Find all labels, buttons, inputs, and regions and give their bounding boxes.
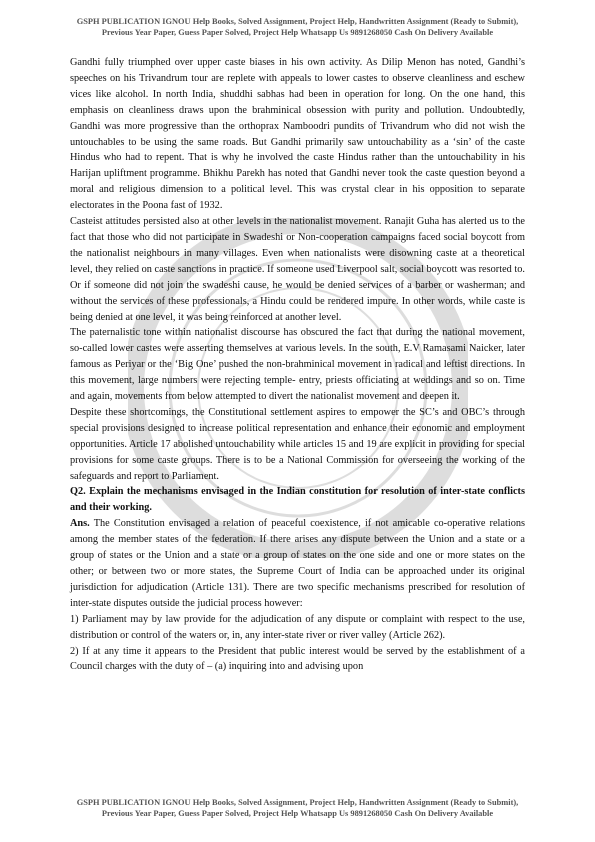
paragraph-gandhi: Gandhi fully triumphed over upper caste biases in his own activity. As Dilip Menon has noted, Gandhi’s speeches on his Trivandrum tour are replete with appeals to lower castes to observe cleanliness and eschew vices like alcohol. In north India, shuddhi sabhas had been in operation for long. On the one hand, this emphasis on cleanliness draws upon the brahminical obsession with purity and pollution. Undoubtedly, Gandhi was more progressive than the orthoprax Namboodri pundits of Trivandrum who did not wish the untouchables to be using the same roads. But Gandhi primarily saw untouchability as a ‘sin’ of the caste Hindus who had to repent. That is why he involved the caste Hindus rather than the untouchability in his Harijan upliftment programme. Bhikhu Parekh has noted that Gandhi never took the caste question beyond a moral and religious dimension to a political level. This was crystal clear in his opposition to separate electorates in the Poona fast of 1932. — [70, 57, 525, 212]
paragraph-paternalistic-tone: The paternalistic tone within nationalist discourse has obscured the fact that during the national movement, so-called lower castes were asserting themselves at various levels. In the south, E.V Ramasami Naicker, later famous as Periyar or the ‘Big One’ pushed the non-brahminical movement in radical and leftist directions. In this movement, large numbers were rejecting temple- entry, priests officiating at weddings and so on. Time and again, movements from below attempted to divert the nationalist movement and deepen it. — [70, 327, 525, 403]
page-footer: GSPH PUBLICATION IGNOU Help Books, Solved Assignment, Project Help, Handwritten Assignment (Ready to Submit), Previous Year Paper, Guess Paper Solved, Project Help Whatsapp Us 9891268050 Cash On Delivery Available — [76, 798, 519, 818]
page-header: GSPH PUBLICATION IGNOU Help Books, Solved Assignment, Project Help, Handwritten Assignment (Ready to Submit), Previous Year Paper, Guess Paper Solved, Project Help Whatsapp Us 9891268050 Cash On Delivery Available — [76, 17, 519, 37]
answer-paragraph — [70, 516, 525, 611]
answer-text: The Constitution envisaged a relation of peaceful coexistence, if not amicable co-operative relations among the member states of the federation. If there arises any dispute between the Union and a state or a group of states or the Union and a state or a group of states on the one side and one or more states on the other; or between two or more states, the Supreme Court of India can be approached under its original jurisdiction for adjudication (Article 131). There are two specific mechanisms prescribed for resolution of inter-state disputes outside the judicial process however: — [70, 518, 525, 609]
answer-label: Ans. — [70, 518, 90, 530]
list-item-2: 2) If at any time it appears to the President that public interest would be served by the establishment of a Council charges with the duty of – (a) inquiring into and advising upon — [70, 645, 525, 673]
paragraph-constitutional-settlement: Despite these shortcomings, the Constitutional settlement aspires to empower the SC’s and OBC’s through special provisions designed to increase political representation and enhance their economic and employment opportunities. Article 17 abolished untouchability while articles 15 and 19 are explicit in providing for special provisions for some caste groups. There is to be a National Commission for overseeing the working of the safeguards and report to Parliament. — [70, 406, 525, 482]
paragraph-casteist-attitudes: Casteist attitudes persisted also at other levels in the nationalist movement. Ranajit Guha has alerted us to the fact that those who did not participate in Swadeshi or Non-cooperation campaigns faced social boycott from the nationalist neighbours in many villages. Even when nationalists were disowning caste at a theoretical level, they relied on caste sanctions in practice. If someone used Liverpool salt, social boycott was resorted to. Or if someone did not join the swadeshi cause, he would be denied services of a barber or washerman; and without the services of these professionals, a Hindu could be rendered impure. In other words, while caste is being denied at one level, it was being reinforced at another level. — [70, 216, 525, 323]
list-item-1: 1) Parliament may by law provide for the adjudication of any dispute or complaint with respect to the use, distribution or control of the waters or, in, any inter-state river or river valley (Article 262). — [70, 613, 525, 641]
document-body — [70, 55, 525, 675]
question-2: Q2. Explain the mechanisms envisaged in the Indian constitution for resolution of inter-state conflicts and their working. — [70, 486, 525, 514]
